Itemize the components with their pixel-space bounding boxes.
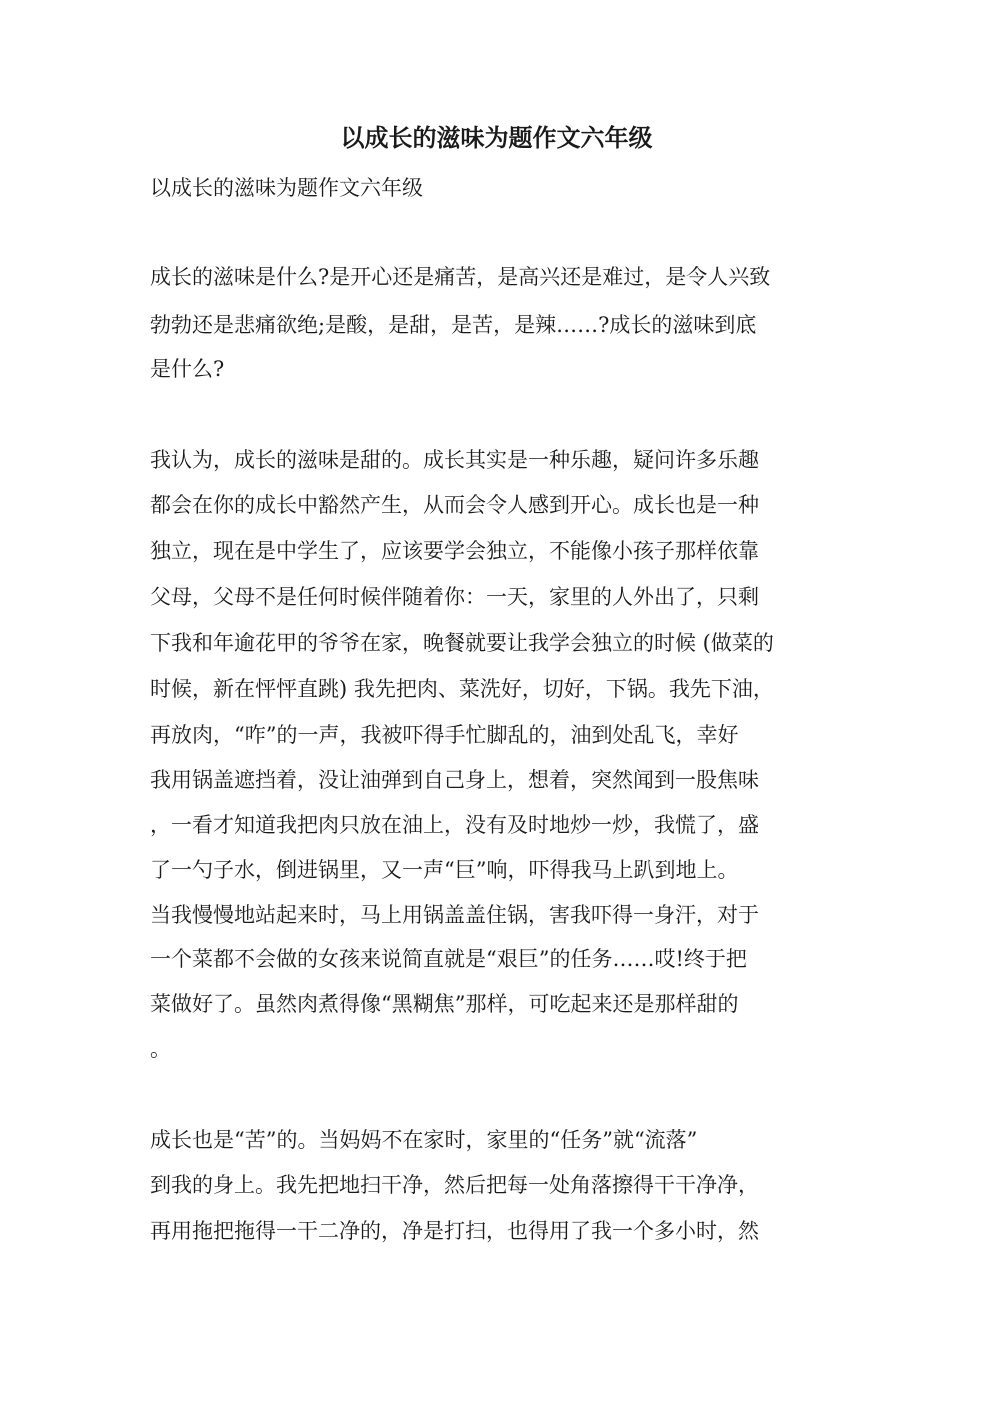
document-subtitle: 以成长的滋味为题作文六年级 [150, 176, 423, 200]
paragraph-line: 时候，新在怦怦直跳) 我先把肉、菜洗好，切好，下锅。我先下油， [150, 677, 774, 701]
paragraph-line: 是什么? [150, 357, 225, 381]
paragraph-line: 再放肉，“咋”的一声，我被吓得手忙脚乱的，油到处乱飞，幸好 [150, 723, 739, 747]
paragraph-line: 菜做好了。虽然肉煮得像“黑糊焦”那样，可吃起来还是那样甜的 [150, 992, 739, 1016]
paragraph-line: 勃勃还是悲痛欲绝;是酸，是甜，是苦，是辣……?成长的滋味到底 [150, 313, 757, 337]
paragraph-line: 了一勺子水，倒进锅里，又一声“巨”响，吓得我马上趴到地上。 [150, 858, 739, 882]
paragraph-line: 到我的身上。我先把地扫干净，然后把每一处角落擦得干干净净， [150, 1173, 759, 1197]
paragraph-line: ，一看才知道我把肉只放在油上，没有及时地炒一炒，我慌了，盛 [150, 813, 759, 837]
paragraph-line: 成长的滋味是什么?是开心还是痛苦，是高兴还是难过，是令人兴致 [150, 265, 771, 289]
paragraph-line: 。 [150, 1037, 171, 1061]
paragraph-line: 父母，父母不是任何时候伴随着你：一天，家里的人外出了，只剩 [150, 585, 759, 609]
document-title: 以成长的滋味为题作文六年级 [340, 123, 653, 152]
paragraph-line: 独立，现在是中学生了，应该要学会独立，不能像小孩子那样依靠 [150, 539, 759, 563]
paragraph-line: 都会在你的成长中豁然产生，从而会令人感到开心。成长也是一种 [150, 493, 759, 517]
paragraph-line: 下我和年逾花甲的爷爷在家，晚餐就要让我学会独立的时候 (做菜的 [150, 631, 774, 655]
paragraph-line: 再用拖把拖得一干二净的，净是打扫，也得用了我一个多小时，然 [150, 1219, 759, 1243]
paragraph-line: 我认为，成长的滋味是甜的。成长其实是一种乐趣，疑问许多乐趣 [150, 448, 759, 472]
paragraph-line: 当我慢慢地站起来时，马上用锅盖盖住锅，害我吓得一身汗，对于 [150, 903, 759, 927]
paragraph-line: 我用锅盖遮挡着，没让油弹到自己身上，想着，突然闻到一股焦味 [150, 768, 759, 792]
paragraph-line: 一个菜都不会做的女孩来说简直就是“艰巨”的任务……哎!终于把 [150, 947, 747, 971]
paragraph-line: 成长也是“苦”的。当妈妈不在家时，家里的“任务”就“流落” [150, 1128, 698, 1152]
